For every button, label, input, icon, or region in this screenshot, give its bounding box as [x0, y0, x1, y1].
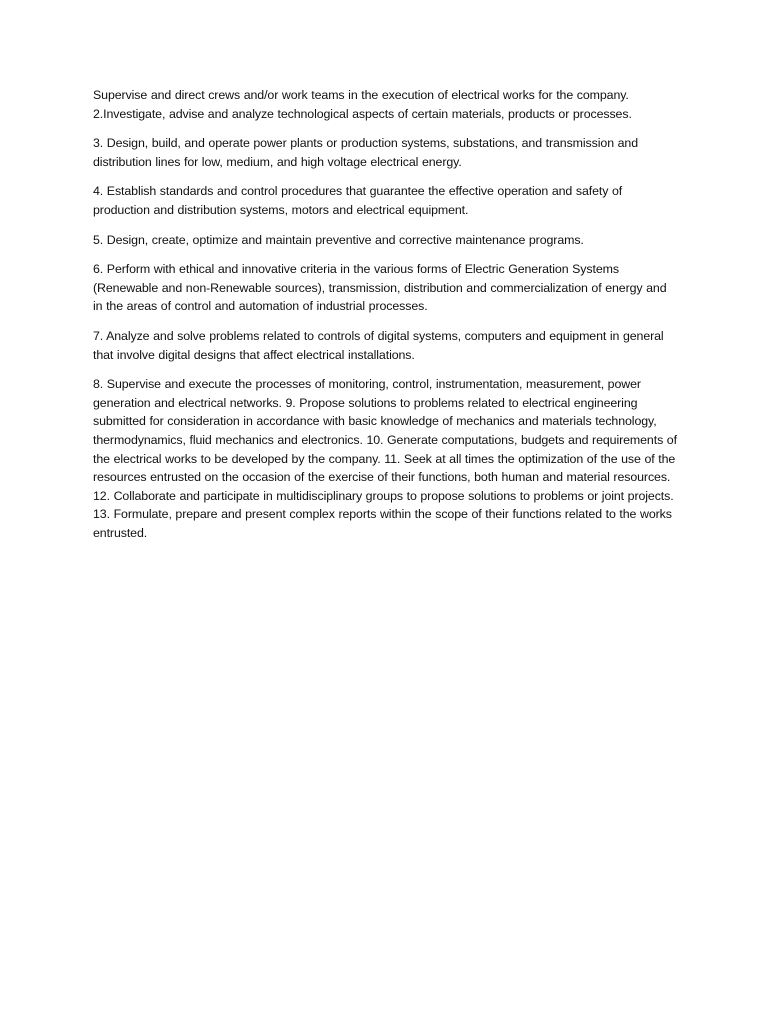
paragraph-3: 3. Design, build, and operate power plants or production systems, substations, and transmission and distribution lines for low, medium, and high voltage electrical energy. [93, 136, 639, 169]
paragraph-2: 2.Investigate, advise and analyze technological aspects of certain materials, products or processes. [93, 106, 632, 121]
paragraph-6: 6. Perform with ethical and innovative criteria in the various forms of Electric Generation Systems (Renewable and non-Renewable sources), transmission, distribution and commercialization of energy and in the areas of control and automation of industrial processes. [93, 262, 667, 314]
paragraph-7: 7. Analyze and solve problems related to controls of digital systems, computers and equipment in general that involve digital designs that affect electrical installations. [93, 328, 664, 362]
paragraph-5: 5. Design, create, optimize and maintain preventive and corrective maintenance programs. [93, 232, 584, 247]
paragraph-8: 8. Supervise and execute the processes of monitoring, control, instrumentation, measurement, power generation and electrical networks. 9. Propose solutions to problems related to electrical engineering submitted for consideration in accordance with basic knowledge of mechanics and materials technology, thermodynamics, fluid mechanics and electronics. 10. Generate computations, budgets and requirements of the electrical works to be developed by the company. 11. Seek at all times the optimization of the use of the resources entrusted on the occasion of the exercise of their functions, both human and material resources. 12. Collaborate and participate in multidisciplinary groups to propose solutions to problems or joint projects. 13. Formulate, prepare and present complex reports within the scope of their functions related to the works entrusted. [93, 377, 677, 540]
paragraph-4: 4. Establish standards and control procedures that guarantee the effective operation and safety of production and distribution systems, motors and electrical equipment. [93, 184, 623, 217]
paragraph-1: Supervise and direct crews and/or work teams in the execution of electrical works for the company. [93, 88, 629, 102]
